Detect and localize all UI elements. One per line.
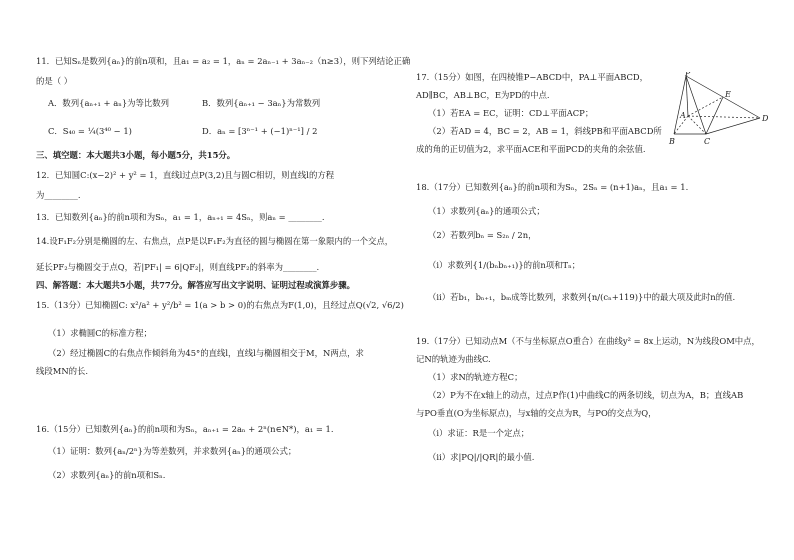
label-d: D: [762, 114, 769, 123]
q16-part2: （2）求数列{aₙ}的前n项和Sₙ.: [48, 470, 166, 480]
q18-part2-i: （ⅰ）求数列{1/(bₙbₙ₊₁)}的前n项和Tₙ；: [428, 260, 581, 270]
q13-line: 13．已知数列{aₙ}的前n项和为Sₙ，a₁ = 1，aₙ₊₁ = 4Sₙ，则aₙ = ________.: [36, 212, 325, 222]
q17-part2-line2: 成的角的正切值为2，求平面ACE和平面PCD的夹角的余弦值.: [416, 144, 646, 154]
label-a: A: [680, 111, 686, 120]
q11-line1: 11．已知Sₙ是数列{aₙ}的前n项和，且a₁ = a₂ = 1，aₙ = 2aₙ₋₁ + 3aₙ₋₂（n≥3），则下列结论正确: [36, 56, 411, 66]
q11-option-d: D．aₙ = [3ⁿ⁻¹ + (−1)ⁿ⁻¹] / 2: [202, 126, 318, 136]
label-e: E: [725, 90, 731, 99]
q12-line1: 12．已知圆C:(x−2)² + y² = 1，直线l过点P(3,2)且与圆C相切，则直线l的方程: [36, 170, 335, 180]
q16-line1: 16.（15分）已知数列{aₙ}的前n项和为Sₙ，aₙ₊₁ = 2aₙ + 2ⁿ(n∈N*)，a₁ = 1.: [36, 424, 334, 434]
q15-part2-line2: 线段MN的长.: [36, 366, 89, 376]
q19-part1: （1）求N的轨迹方程C；: [428, 372, 523, 382]
label-p: P: [685, 72, 691, 78]
label-b: B: [669, 137, 675, 146]
q12-line2: 为________.: [36, 190, 81, 200]
q15-line1: 15.（13分）已知椭圆C: x²/a² + y²/b² = 1(a > b > 0)的右焦点为F(1,0)，且经过点Q(√2, √6/2): [36, 300, 404, 310]
label-c: C: [704, 137, 711, 146]
q19-line1: 19.（17分）已知动点M（不与坐标原点O重合）在曲线y² = 8x上运动，N为线段OM中点，: [416, 336, 760, 346]
section-3-heading: 三、填空题：本大题共3小题，每小题5分，共15分。: [36, 150, 236, 160]
q11-line2: 的是（ ）: [36, 76, 73, 86]
pyramid-figure: [666, 72, 770, 148]
q16-part1: （1）证明：数列{aₙ/2ⁿ}为等差数列，并求数列{aₙ}的通项公式；: [48, 446, 297, 456]
q15-part2-line1: （2）经过椭圆C的右焦点作倾斜角为45°的直线l，直线l与椭圆相交于M，N两点，求: [48, 348, 364, 358]
pyramid-diagram: [666, 72, 770, 148]
q15-part1: （1）求椭圆C的标准方程；: [48, 328, 152, 338]
q19-part2-ii: （ⅱ）求|PQ|/|QR|的最小值.: [428, 452, 535, 462]
q17-part1: （1）若EA = EC，证明：CD⊥平面ACP；: [428, 108, 594, 118]
q18-part1: （1）求数列{aₙ}的通项公式；: [428, 206, 545, 216]
q18-part2-ii: （ⅱ）若b₁，bₙ₊₁，bₘ成等比数列，求数列{n/(cₙ+119)}中的最大项及此时n的值.: [428, 292, 736, 302]
q14-line1: 14.设F₁F₂分别是椭圆的左、右焦点，点P是以F₁F₂为直径的圆与椭圆在第一象限内的一个交点，: [36, 236, 394, 246]
q17-line2: AD∥BC，AB⊥BC，E为PD的中点.: [416, 90, 550, 100]
q19-part2-line2: 与PO垂直(O为坐标原点)，与x轴的交点为R，与PO的交点为Q，: [416, 408, 657, 418]
q18-part2: （2）若数列bₙ = S₂ₙ / 2n，: [428, 230, 537, 240]
q14-line2: 延长PF₂与椭圆交于点Q，若|PF₁| = 6|QF₂|，则直线PF₂的斜率为________.: [36, 262, 320, 272]
q19-line2: 记N的轨迹为曲线C.: [416, 354, 491, 364]
section-4-heading: 四、解答题：本大题共5小题，共77分。解答应写出文字说明、证明过程或演算步骤。: [36, 280, 355, 290]
q11-option-a: A．数列{aₙ₊₁ + aₙ}为等比数列: [48, 98, 170, 108]
q17-line1: 17.（15分）如图，在四棱锥P−ABCD中，PA⊥平面ABCD，: [416, 72, 649, 82]
q11-option-c: C．S₄₀ = ¼(3⁴⁰ − 1): [48, 126, 132, 136]
q19-part2-line1: （2）P为不在x轴上的动点，过点P作(1)中曲线C的两条切线，切点为A，B；直线AB: [428, 390, 744, 400]
q17-part2-line1: （2）若AD = 4，BC = 2，AB = 1，斜线PB和平面ABCD所: [428, 126, 662, 136]
q11-option-b: B．数列{aₙ₊₁ − 3aₙ}为常数列: [202, 98, 321, 108]
q18-line1: 18.（17分）已知数列{aₙ}的前n项和为Sₙ，2Sₙ = (n+1)aₙ，且a₁ = 1.: [416, 182, 689, 192]
q19-part2-i: （ⅰ）求证：R是一个定点；: [428, 428, 530, 438]
